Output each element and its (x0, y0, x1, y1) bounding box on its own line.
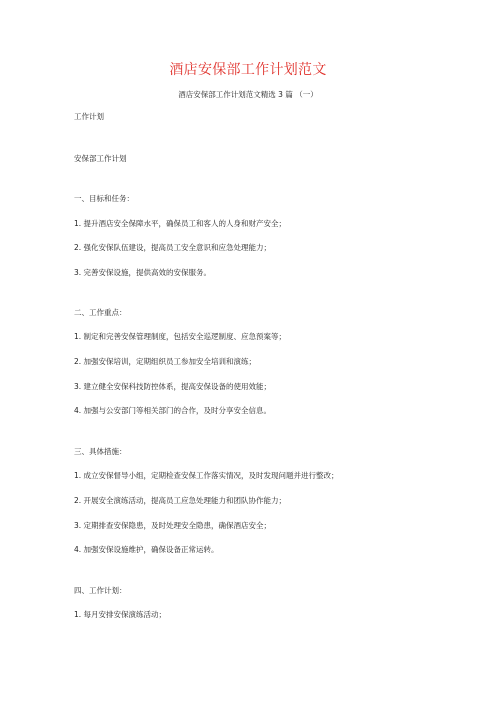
list-item: 4. 加强安保设施维护，确保设备正常运转。 (74, 545, 219, 554)
list-item: 1. 提升酒店安全保障水平，确保员工和客人的人身和财产安全； (74, 219, 287, 228)
section-heading: 二、工作重点： (74, 308, 127, 317)
list-item: 3. 完善安保设施，提供高效的安保服务。 (74, 268, 212, 277)
list-item: 1. 制定和完善安保管理制度，包括安全巡逻制度、应急预案等； (74, 332, 287, 341)
list-item: 3. 定期排查安保隐患，及时处理安全隐患，确保酒店安全； (74, 521, 272, 530)
list-item: 3. 建立健全安保科技防控体系，提高安保设备的使用效能； (74, 382, 272, 391)
list-item: 2. 开展安全演练活动，提高员工应急处理能力和团队协作能力； (74, 496, 287, 505)
list-item: 1. 成立安保督导小组，定期检查安保工作落实情况，及时发现问题并进行整改； (74, 471, 339, 480)
list-item: 1. 每月安排安保演练活动； (74, 610, 167, 619)
list-item: 2. 加强安保培训，定期组织员工参加安全培训和演练； (74, 357, 257, 366)
document-subtitle: 酒店安保部工作计划范文精选 3 篇 （一） (178, 90, 318, 99)
section-heading: 一、目标和任务： (74, 194, 134, 203)
document-title: 酒店安保部工作计划范文 (169, 62, 327, 78)
section-heading: 三、具体措施： (74, 447, 127, 456)
text-line: 安保部工作计划 (74, 154, 127, 163)
section-heading: 四、工作计划： (74, 586, 127, 595)
list-item: 4. 加强与公安部门等相关部门的合作，及时分享安全信息。 (74, 406, 272, 415)
list-item: 2. 强化安保队伍建设，提高员工安全意识和应急处理能力； (74, 243, 272, 252)
text-line: 工作计划 (74, 112, 104, 121)
